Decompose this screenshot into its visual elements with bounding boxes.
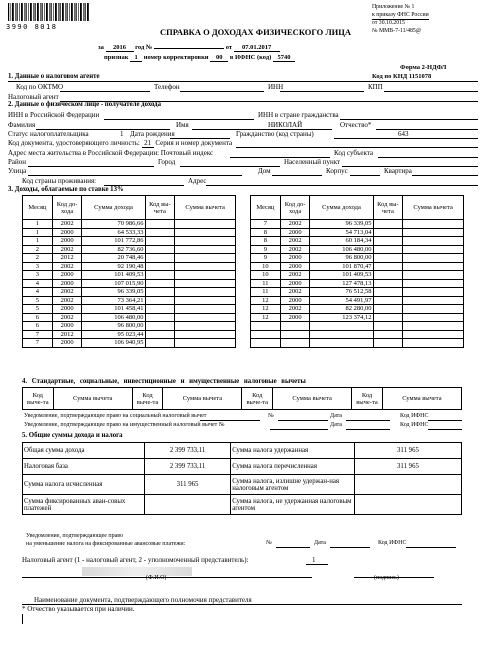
table-row (23, 254, 236, 263)
table-row (251, 279, 464, 288)
income-sum-cell: 96 800,00 (310, 254, 373, 263)
tax-label: Сумма налога удержанная (231, 443, 355, 459)
deduction-code-cell (373, 322, 403, 331)
tax-label: Сумма налога перечисленная (231, 459, 355, 475)
oktmo-label: Код по ОКТМО (16, 83, 64, 91)
income-table-left: Месяц Код до-хода Сумма дохода Код вы-чета Сумма вычета 1 2002 70 986,66 1 2000 64 533,33 1 2000 101 772,86 2 2002 82 736,60 2 2012 20 748,46 3 2002 92 190,48 3 2000 101 409,53 4 2000 107 015,90 4 2002 96 339,05 5 2002 73 364,21 5 2000 101 458,41 6 2002 106 480,00 6 2000 96 800,00 7 2012 95 023,44 7 2000 106 940,95 (22, 195, 236, 348)
deduction-code-cell (145, 296, 175, 305)
table-row (251, 228, 464, 237)
deduction-code-header: Код выче-та (132, 388, 163, 410)
income-sum-cell: 60 184,34 (310, 237, 373, 246)
deduction-code-cell (145, 237, 175, 246)
country-label: Код страны проживания: (22, 177, 97, 185)
deduction-code-cell (373, 237, 403, 246)
month-cell: 5 (23, 305, 53, 314)
table-row (23, 220, 236, 229)
status-value: 1 (120, 130, 124, 138)
deduction-code-header: Код выче-та (242, 388, 273, 410)
deduction-code-cell (145, 305, 175, 314)
month-cell: 10 (251, 262, 281, 271)
tax-value: 311 965 (354, 443, 461, 459)
month-cell: 11 (251, 288, 281, 297)
table-row (23, 330, 236, 339)
deduction-sum-cell (403, 228, 464, 237)
month-cell: 5 (23, 296, 53, 305)
totals-row (23, 459, 462, 475)
dom-label: Дом (258, 167, 271, 175)
income-sum-cell: 127 478,13 (310, 279, 373, 288)
deduction-sum-cell (175, 228, 236, 237)
table-row (23, 339, 236, 348)
table-row (251, 296, 464, 305)
deduction-sum-cell (403, 262, 464, 271)
total-label: Сумма налога исчисленная (23, 475, 145, 495)
month-cell: 1 (23, 220, 53, 229)
month-cell: 10 (251, 271, 281, 280)
table-row (23, 271, 236, 280)
income-code-cell: 2002 (280, 305, 310, 314)
deduction-sum-cell (403, 330, 464, 339)
month-cell: 12 (251, 296, 281, 305)
ulitsa-label: Улица (8, 167, 27, 175)
table-row (251, 220, 464, 229)
month-cell: 4 (23, 288, 53, 297)
income-sum-cell: 96 339,05 (310, 220, 373, 229)
deduction-sum-cell (403, 220, 464, 229)
section-1-title: 1. Данные о налоговом агенте (8, 73, 100, 80)
income-sum-cell: 54 491,97 (310, 296, 373, 305)
month-cell: 2 (23, 254, 53, 263)
income-code-cell: 2002 (52, 288, 82, 297)
adres-label: Адрес (188, 177, 207, 185)
deduction-code-cell (145, 279, 175, 288)
income-code-cell: 2000 (52, 339, 82, 348)
table-row (251, 322, 464, 331)
total-value: 2 399 733,11 (144, 459, 230, 475)
barcode (6, 3, 92, 29)
agent-type-line: Налоговый агент (1 - налоговый агент, 2 - уполномоченный представитель): (22, 556, 249, 564)
totals-row (23, 443, 462, 459)
section-4-title: 4. Стандартные, социальные, инвестиционные и имущественные налоговые вычеты (22, 378, 306, 385)
income-sum-cell (310, 330, 373, 339)
income-code-cell: 2000 (52, 237, 82, 246)
deduction-code-cell (373, 220, 403, 229)
deduction-code-cell (373, 245, 403, 254)
citizenship-label: Гражданство (код страны) (236, 130, 314, 138)
totals-table (22, 442, 462, 515)
deduction-code-header: Код выче-та (23, 388, 54, 410)
income-code-cell: 2002 (280, 220, 310, 229)
gorod-label: Город (158, 158, 176, 166)
deduction-code-header: Код выче-та (352, 388, 383, 410)
kvartira-label: Квартира (384, 167, 412, 175)
month-cell: 12 (251, 305, 281, 314)
income-sum-cell: 101 409,53 (82, 271, 145, 280)
representative-doc: Наименование документа, подтверждающего полномочия представителя (34, 596, 252, 604)
fio-redacted (82, 567, 192, 576)
knd-code: Код по КНД 1151078 (372, 73, 432, 80)
income-sum-cell: 101 409,53 (310, 271, 373, 280)
deduction-code-cell (373, 313, 403, 322)
deduction-sum-cell (175, 288, 236, 297)
rayon-label: Район (8, 158, 26, 166)
table-row (23, 288, 236, 297)
income-code-cell: 2000 (280, 279, 310, 288)
month-cell: 7 (23, 330, 53, 339)
income-sum-cell: 107 015,90 (82, 279, 145, 288)
deduction-sum-cell (175, 254, 236, 263)
deduction-code-cell (145, 322, 175, 331)
month-cell: 2 (23, 245, 53, 254)
deduction-sum-cell (175, 296, 236, 305)
income-sum-cell: 54 713,04 (310, 228, 373, 237)
deduction-sum-cell (403, 237, 464, 246)
footer-notice: Уведомление, подтверждающее право на уменьшение налога на фиксированные авансовые платежи: (26, 533, 186, 547)
table-row (251, 245, 464, 254)
section-3-title: 3. Доходы, облагаемые по ставке 13% (8, 186, 124, 193)
deduction-code-cell (373, 296, 403, 305)
deduction-sum-header: Сумма вычета (273, 388, 352, 410)
footnote: * Отчество указывается при наличии. (22, 605, 135, 613)
deduction-sum-header: Сумма вычета (53, 388, 132, 410)
header-row-2: признак 1 номер корректировки 00 в ИФНС (код) 5740 (104, 54, 295, 62)
deduction-code-cell (145, 262, 175, 271)
table-row (251, 305, 464, 314)
income-code-cell: 2000 (52, 279, 82, 288)
deduction-code-cell (373, 330, 403, 339)
income-sum-cell: 73 364,21 (82, 296, 145, 305)
barcode-icon (6, 3, 92, 21)
header-row: за 2016 год № от 07.01.2017 (98, 44, 280, 52)
total-label: Общая сумма дохода (23, 443, 145, 459)
month-cell: 4 (23, 279, 53, 288)
imya-value: НИКОЛАЙ (268, 121, 303, 129)
table-row (23, 228, 236, 237)
month-cell: 6 (23, 313, 53, 322)
income-code-cell: 2002 (280, 288, 310, 297)
tax-value: 311 965 (354, 459, 461, 475)
deduction-code-cell (373, 228, 403, 237)
deduction-sum-cell (403, 271, 464, 280)
income-code-cell: 2002 (280, 237, 310, 246)
inn-label: ИНН (268, 83, 284, 91)
income-code-cell: 2000 (280, 296, 310, 305)
income-code-cell: 2000 (52, 228, 82, 237)
table-row (23, 305, 236, 314)
income-sum-cell: 95 023,44 (82, 330, 145, 339)
appendix: Приложение № 1 к приказу ФНС России от 30.10.2015 № ММВ-7-11/485@ (372, 4, 429, 34)
table-row (251, 330, 464, 339)
deduction-sum-cell (175, 330, 236, 339)
income-sum-cell: 64 533,33 (82, 228, 145, 237)
doc-label: Код документа, удостоверяющего личность: 21 Серия и номер документа (8, 139, 233, 147)
income-sum-cell: 20 748,46 (82, 254, 145, 263)
deduction-sum-cell (403, 296, 464, 305)
income-sum-cell: 101 458,41 (82, 305, 145, 314)
income-code-cell: 2002 (280, 271, 310, 280)
table-row (251, 237, 464, 246)
inn-foreign-label: ИНН в стране гражданства (258, 111, 339, 119)
income-sum-cell: 92 190,48 (82, 262, 145, 271)
table-row (251, 271, 464, 280)
deduction-sum-cell (403, 279, 464, 288)
deduction-sum-cell (175, 279, 236, 288)
deduction-sum-cell (175, 245, 236, 254)
income-code-cell: 2000 (52, 271, 82, 280)
deduction-code-cell (373, 279, 403, 288)
income-code-cell (280, 322, 310, 331)
income-sum-cell: 106 480,00 (82, 313, 145, 322)
form-title: СПРАВКА О ДОХОДАХ ФИЗИЧЕСКОГО ЛИЦА (160, 27, 352, 37)
section-2-title: 2. Данные о физическом лице - получателе дохода (8, 101, 162, 108)
deduction-sum-header: Сумма вычета (163, 388, 242, 410)
table-row (251, 254, 464, 263)
deduction-code-cell (145, 220, 175, 229)
deduction-sum-cell (403, 245, 464, 254)
month-cell (251, 339, 281, 348)
deduction-sum-cell (175, 322, 236, 331)
page-cursor (22, 614, 23, 624)
income-sum-cell: 106 940,95 (82, 339, 145, 348)
agent-type-value: 1 (312, 556, 316, 564)
tax-label: Сумма налога, не удержанная налоговым агентом (231, 495, 355, 515)
income-sum-cell: 123 374,12 (310, 313, 373, 322)
deduction-code-cell (145, 254, 175, 263)
section-5-title: 5. Общие суммы дохода и налога (22, 432, 123, 439)
table-row (23, 279, 236, 288)
total-value: 2 399 733,11 (144, 443, 230, 459)
income-sum-cell: 106 480,00 (310, 245, 373, 254)
deduction-code-cell (373, 254, 403, 263)
income-code-cell: 2000 (52, 322, 82, 331)
sign-caption: (подпись) (374, 575, 399, 581)
punkt-label: Населенный пункт (284, 158, 341, 166)
income-sum-cell: 76 512,58 (310, 288, 373, 297)
kpp-label: КПП (368, 83, 383, 91)
deduction-sum-header: Сумма вычета (382, 388, 461, 410)
deduction-sum-cell (175, 339, 236, 348)
deduction-code-cell (145, 313, 175, 322)
table-row (23, 296, 236, 305)
month-cell: 3 (23, 271, 53, 280)
deduction-code-cell (145, 271, 175, 280)
citizenship-value: 643 (398, 130, 409, 138)
month-cell: 6 (23, 322, 53, 331)
otchestvo-label: Отчество* (340, 121, 372, 129)
familiya-label: Фамилия (8, 121, 36, 129)
table-row (23, 262, 236, 271)
total-value (144, 495, 230, 515)
tax-value (354, 475, 461, 495)
deduction-code-cell (373, 288, 403, 297)
deduction-code-cell (145, 339, 175, 348)
income-sum-cell: 101 772,86 (82, 237, 145, 246)
deduction-code-cell (145, 288, 175, 297)
phone-label: Телефон (154, 83, 180, 91)
income-sum-cell: 82 280,00 (310, 305, 373, 314)
income-code-cell (280, 339, 310, 348)
month-cell (251, 330, 281, 339)
deduction-sum-cell (175, 305, 236, 314)
deduction-sum-cell (403, 339, 464, 348)
table-row (23, 237, 236, 246)
income-table-right: Месяц Код до-хода Сумма дохода Код вы-чета Сумма вычета 7 2002 96 339,05 8 2000 54 713,04 8 2002 60 184,34 9 2002 106 480,00 9 2000 96 800,00 10 2000 101 870,47 10 2002 101 409,53 11 2000 127 478,13 11 2002 76 512,58 12 2000 54 491,97 12 2002 82 280,00 12 2000 123 374,12 (250, 195, 464, 348)
month-cell: 1 (23, 237, 53, 246)
income-code-cell: 2002 (52, 262, 82, 271)
month-cell: 8 (251, 237, 281, 246)
month-cell: 7 (23, 339, 53, 348)
fio-caption: (Ф.И.О) (146, 575, 167, 581)
deduction-sum-cell (175, 262, 236, 271)
deduction-sum-cell (175, 271, 236, 280)
korpus-label: Корпус (326, 167, 348, 175)
month-cell: 9 (251, 254, 281, 263)
status-label: Статус налогоплательщика (8, 130, 89, 138)
deduction-sum-cell (175, 220, 236, 229)
deduction-sum-cell (403, 288, 464, 297)
table-row (23, 322, 236, 331)
income-code-cell: 2000 (280, 313, 310, 322)
deductions-table (22, 387, 462, 410)
region-label: Код субъекта (334, 149, 374, 157)
deduction-code-cell (373, 271, 403, 280)
notice-property: Уведомление, подтверждающее право на имущественный налоговый вычет № (24, 422, 225, 428)
month-cell: 11 (251, 279, 281, 288)
table-row (251, 339, 464, 348)
income-code-cell: 2002 (280, 245, 310, 254)
table-row (23, 313, 236, 322)
income-sum-cell (310, 322, 373, 331)
income-code-cell: 2000 (280, 262, 310, 271)
total-value: 311 965 (144, 475, 230, 495)
deduction-code-cell (373, 339, 403, 348)
address-label: Адрес места жительства в Российской Федерации: Почтовый индекс (8, 149, 214, 157)
table-row (251, 313, 464, 322)
income-code-cell: 2002 (52, 220, 82, 229)
month-cell: 7 (251, 220, 281, 229)
deduction-code-cell (373, 305, 403, 314)
tax-label: Сумма налога, излишне удержан-ная налоговым агентом (231, 475, 355, 495)
notice-social: Уведомление, подтверждающее право на социальный налоговый вычет (24, 413, 207, 419)
table-row (251, 288, 464, 297)
income-code-cell: 2000 (280, 228, 310, 237)
table-row (251, 262, 464, 271)
tax-value (354, 495, 461, 515)
income-code-cell: 2012 (52, 330, 82, 339)
month-cell: 1 (23, 228, 53, 237)
deduction-sum-cell (403, 313, 464, 322)
income-sum-cell: 96 800,00 (82, 322, 145, 331)
month-cell (251, 322, 281, 331)
income-sum-cell: 96 339,05 (82, 288, 145, 297)
income-code-cell: 2002 (52, 245, 82, 254)
deduction-code-cell (145, 228, 175, 237)
deduction-sum-cell (175, 237, 236, 246)
income-code-cell: 2002 (52, 313, 82, 322)
month-cell: 3 (23, 262, 53, 271)
deduction-sum-cell (403, 254, 464, 263)
income-code-cell: 2002 (52, 296, 82, 305)
total-label: Сумма фиксированных аван-совых платежей (23, 495, 145, 515)
month-cell: 9 (251, 245, 281, 254)
total-label: Налоговая база (23, 459, 145, 475)
deduction-sum-cell (175, 313, 236, 322)
barcode-number: 3990 8018 (6, 23, 58, 31)
income-code-cell: 2000 (280, 254, 310, 263)
form-name: Форма 2-НДФЛ (400, 64, 447, 71)
totals-row (23, 495, 462, 515)
deduction-sum-cell (403, 305, 464, 314)
income-code-cell: 2000 (52, 305, 82, 314)
totals-row (23, 475, 462, 495)
month-cell: 8 (251, 228, 281, 237)
income-sum-cell: 82 736,60 (82, 245, 145, 254)
table-row (23, 245, 236, 254)
birth-label: Дата рождения (130, 130, 175, 138)
income-sum-cell (310, 339, 373, 348)
agent-label: Налоговый агент (8, 93, 59, 101)
deduction-code-cell (373, 262, 403, 271)
inn-rf-label: ИНН в Российской Федерации (8, 111, 100, 119)
deduction-code-cell (145, 330, 175, 339)
imya-label: Имя (176, 121, 189, 129)
deduction-code-cell (145, 245, 175, 254)
deduction-sum-cell (403, 322, 464, 331)
income-sum-cell: 101 870,47 (310, 262, 373, 271)
month-cell: 12 (251, 313, 281, 322)
income-code-cell: 2012 (52, 254, 82, 263)
income-sum-cell: 70 986,66 (82, 220, 145, 229)
income-code-cell (280, 330, 310, 339)
